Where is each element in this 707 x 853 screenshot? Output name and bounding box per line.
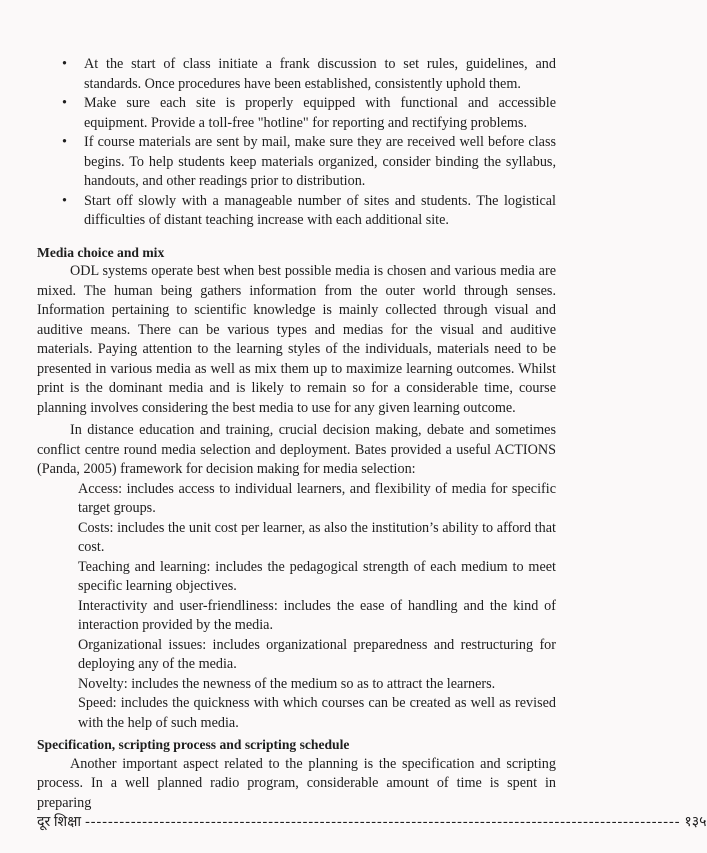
bullet-item: • At the start of class initiate a frank discussion to set rules, guidelines, and standards. Once procedures have been established, consistently uphold them. [84,55,556,94]
actions-framework-list [78,480,556,734]
page-footer [37,813,707,833]
framework-item: Interactivity and user-friendliness: includes the ease of handling and the kind of interaction provided by the media. [78,597,556,633]
framework-item: Novelty: includes the newness of the medium so as to attract the learners. [78,675,496,692]
bullet-item: • Make sure each site is properly equipped with functional and accessible equipment. Provide a toll-free "hotline" for reporting and rectifying problems. [84,94,556,133]
section-heading-specification: Specification, scripting process and scripting schedule [37,737,350,752]
paragraph: In distance education and training, crucial decision making, debate and sometimes conflict centre round media selection and deployment. Bates provided a useful ACTIONS (Panda, 2005) framework for decision making for media selection: [37,422,556,477]
framework-item: Teaching and learning: includes the pedagogical strength of each medium to meet specific learning objectives. [78,558,556,594]
framework-item: Organizational issues: includes organizational preparedness and restructuring for deploying any of the media. [78,636,556,672]
page-number: १३५ [684,814,707,830]
framework-item: Costs: includes the unit cost per learner, as also the institution’s ability to afford that cost. [78,519,556,555]
bullet-item: • If course materials are sent by mail, make sure they are received well before class begins. To help students keep materials organized, consider binding the syllabus, handouts, and other readings prior to distribution. [84,133,556,192]
paragraph: ODL systems operate best when best possible media is chosen and various media are mixed. The human being gathers information from the outer world through senses. Information pertaining to scientific knowledge is mainly collected through visual and auditive means. There can be various types and medias for the visual and auditive materials. Paying attention to the learning styles of the individuals, materials need to be presented in various media as well as mix them up to maximize learning outcomes. Whilst print is the dominant media and is likely to remain so for a considerable time, course planning involves considering the best media to use for any given learning outcome. [37,263,556,416]
footer-title: दूर शिक्षा [37,814,82,830]
paragraph: Another important aspect related to the planning is the specification and scripting process. In a well planned radio program, considerable amount of time is spent in preparing [37,755,556,811]
bullet-item: • Start off slowly with a manageable number of sites and students. The logistical difficulties of distant teaching increase with each additional site. [84,192,556,231]
framework-item: Speed: includes the quickness with which courses can be created as well as revised with the help of such media. [78,695,556,731]
footer-leader: -------------------------------------------------------------------------------------------------------- [85,814,681,830]
framework-item: Access: includes access to individual learners, and flexibility of media for specific target groups. [78,480,556,516]
section-heading-media-choice: Media choice and mix [37,244,165,260]
guidelines-bullet-list [84,55,556,231]
